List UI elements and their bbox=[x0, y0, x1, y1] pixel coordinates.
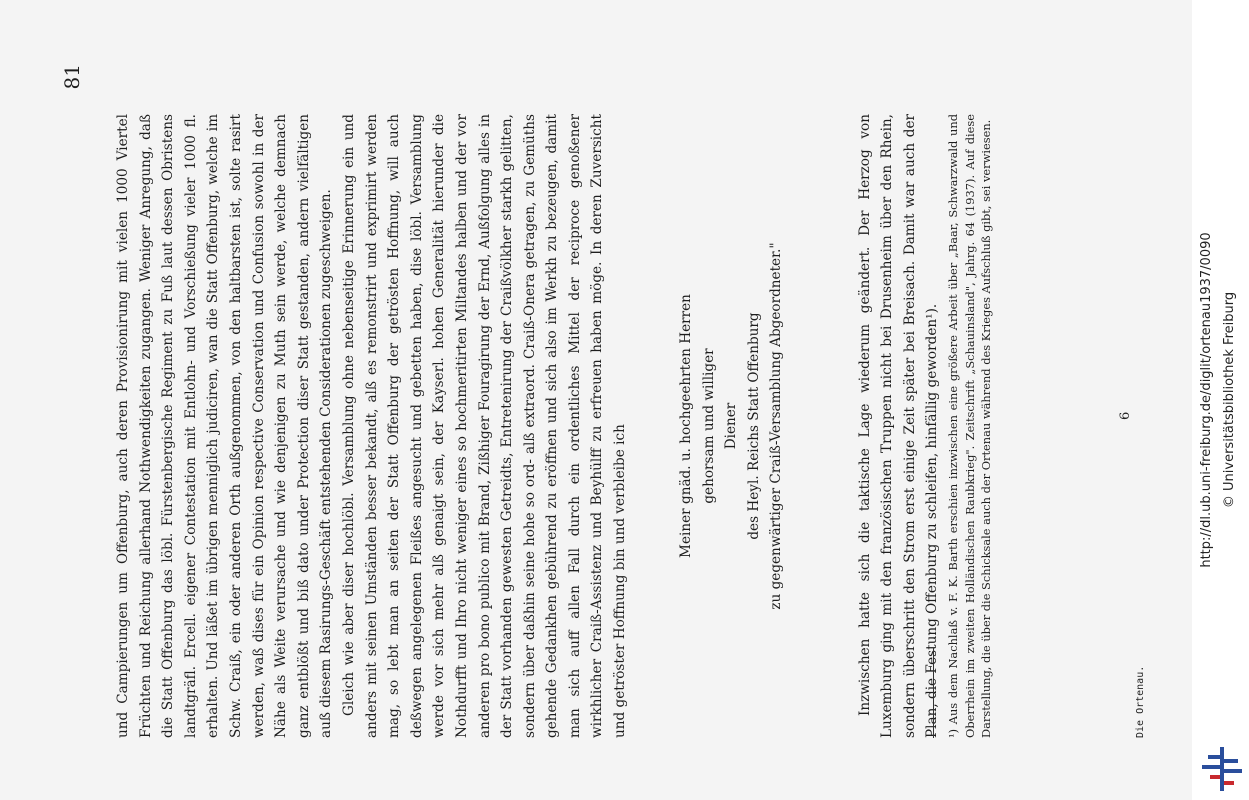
copyright-notice: © Universitätsbibliothek Freiburg bbox=[1222, 291, 1237, 509]
body-paragraph-2: Gleich wie aber diser hochlöbl. Versamblung ohne nebenseitige Erinnerung ein und anders mit seinen Umständen besser bekandt, alß es remonstrirt und exprimirt werden mag, so lebt man an seiten der Statt Offenburg der getrösten Hoffnung, will auch deßwegen angelegenen Fleißes angesucht und gebetten haben, dise löbl. Versamblung werde vor sich mehr alß genaigt sein, der Kayserl. hohen Generalität hierunder die Nothdurfft und Ihro nicht weniger eines so hochmeritirten Miltandes halben und der vor anderen pro bono publico mit Brand, Zißhiger Fouragirung der Ernd, Außfolgung alles in der Statt vorhanden gewesten Getreidts, Entretenirung der Craißvölkher starkh gelitten, sondern über daßhin seine hohe so ord- alß extraord. Craiß-Onera getragen, zu Gemüths gehende Gedankhen gebührend zu eröffnen und sich also im Werkh zu bezeugen, damit man sich auff allen Fall durch ein ordentliches Mittel der reciproce genoßener wirkhlicher Craiß-Assistenz und Beyhülff zu erfreuen haben möge. In deren Zuversicht und getröster Hoffnung bin und verbleibe ich bbox=[340, 114, 629, 738]
footnote-divider bbox=[933, 648, 934, 738]
page-number: 81 bbox=[60, 64, 84, 90]
body-paragraph-1: und Campierungen um Offenburg, auch deren Provisionirung mit vielen 1000 Viertel Früchten und Reichung allerhand Nothwendigkeiten zugangen. Weniger Anregung, daß die Statt Offenburg das löbl. Fürstenbergische Regiment zu Fuß laut dessen Obristens landtgräfl. Ercell. eigener Contestation mit Entlohn- und Vorschießung vieler 1000 fl. erhalten. Und läßet im übrigen menniglich judiciren, wan die Statt Offenburg, welche im Schw. Craiß, ein oder anderen Orth außgenommen, von den haltbarsten ist, solte rasirt werden, waß dises für ein Opinion respective Conservation und Confusion sowohl in der Nähe als Weite verursache und wie denjenigen zu Muth sein werde, welche demnach ganz entblößt und biß dato under Protection diser Statt gestanden, andern vielfältigen auß diesem Rasirungs-Geschäft entstehenden Considerationen zugeschweigen. bbox=[115, 114, 335, 738]
closing-line-4: des Heyl. Reichs Statt Offenburg bbox=[745, 312, 762, 540]
signature-number: 6 bbox=[1118, 411, 1133, 420]
footnote bbox=[945, 114, 995, 738]
source-url[interactable]: http://dl.ub.uni-freiburg.de/diglit/ortenau1937/0090 bbox=[1199, 232, 1214, 568]
letter-body bbox=[112, 114, 632, 738]
printer-signature: Die Ortenau. bbox=[1135, 665, 1146, 738]
closing-line-2: gehorsam und williger bbox=[700, 348, 717, 504]
letter-closing bbox=[675, 114, 788, 738]
closing-line-1: Meiner gnäd. u. hochgeehrten Herren bbox=[678, 294, 694, 558]
closing-line-3: Diener bbox=[723, 402, 740, 450]
narrative-paragraph: Inzwischen hatte sich die taktische Lage wiederum geändert. Der Herzog von Luxemburg ging mit den französischen Truppen nicht bei Drusenheim über den Rhein, sondern überschritt den Strom erst einige Zeit später bei Breisach. Damit war auch der Plan, die Festung Offenburg zu schleifen, hinfällig geworden¹). bbox=[856, 114, 941, 738]
library-sidebar bbox=[1192, 0, 1249, 800]
footnote-marker: ¹) bbox=[946, 728, 960, 738]
ub-freiburg-logo-icon bbox=[1200, 745, 1244, 793]
closing-line-5: zu gegenwärtiger Craiß-Versamblung Abgeordneter." bbox=[768, 242, 785, 610]
footnote-text: Aus dem Nachlaß v. F. K. Barth erschien inzwischen eine größere Arbeit über „Baar, Schwarzwald und Oberrhein im zweiten Holländischen Raubkrieg". Zeitschrift „Schauinsland", Jahrg. 64 (1937). Auf diese Darstellung, die über die Schicksale auch der Ortenau während des Krieges Aufschluß gibt, sei verwiesen. bbox=[946, 114, 993, 738]
